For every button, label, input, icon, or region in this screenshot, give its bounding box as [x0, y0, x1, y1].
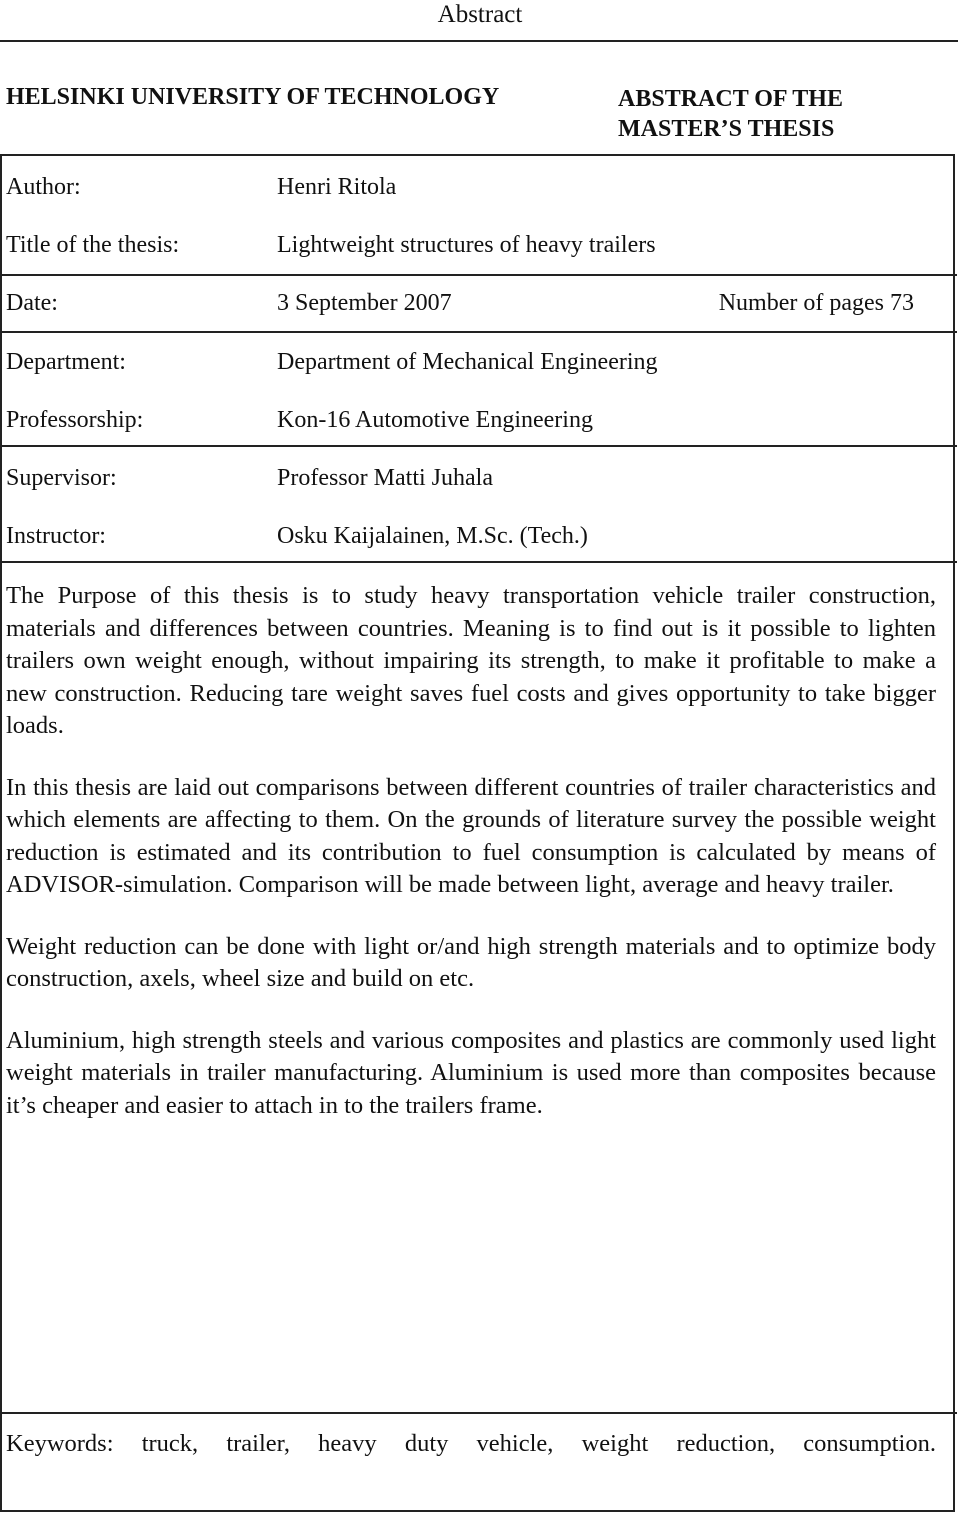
abstract-paragraph: Weight reduction can be done with light or/and high strength materials and to optimize body construction, axels, wheel size and build on etc. [6, 932, 936, 992]
abstract-title [618, 84, 843, 144]
author-label: Author: [6, 174, 81, 200]
abstract-title-line1: ABSTRACT OF THE [618, 86, 843, 112]
instructor-value: Osku Kaijalainen, M.Sc. (Tech.) [277, 523, 588, 549]
abstract-title-line2: MASTER’S THESIS [618, 116, 835, 142]
instructor-label: Instructor: [6, 523, 106, 549]
abstract-paragraph: Aluminium, high strength steels and various composites and plastics are commonly used light weight materials in trailer manufacturing. Aluminium is used more than composites because it’s cheaper and easier to attach in to the trailers frame. [6, 1026, 936, 1119]
date-label: Date: [6, 290, 58, 316]
supervisor-value: Professor Matti Juhala [277, 465, 493, 491]
department-value: Department of Mechanical Engineering [277, 349, 658, 375]
divider-before-keywords [2, 1412, 957, 1414]
professorship-value: Kon-16 Automotive Engineering [277, 407, 593, 433]
university-name: HELSINKI UNIVERSITY OF TECHNOLOGY [6, 84, 500, 110]
abstract-body [6, 580, 936, 1151]
department-label: Department: [6, 349, 126, 375]
abstract-paragraph: In this thesis are laid out comparisons between different countries of trailer characteristics and which elements are affecting to them. On the grounds of literature survey the possible weight reduction is estimated and its contribution to fuel consumption is calculated by means of ADVISOR-simulation. Comparison will be made between light, average and heavy trailer. [6, 773, 936, 898]
title-value: Lightweight structures of heavy trailers [277, 232, 656, 258]
supervisor-label: Supervisor: [6, 465, 117, 491]
author-value: Henri Ritola [277, 174, 397, 200]
abstract-paragraph: The Purpose of this thesis is to study heavy transportation vehicle trailer construction, materials and differences between countries. Meaning is to find out is it possible to lighten trailers own weight enough, without impairing its strength, to make it profitable to make a new construction. Reducing tare weight saves fuel costs and gives opportunity to take bigger loads. [6, 582, 936, 739]
page-header: Abstract [437, 1, 523, 28]
divider-after-date [2, 331, 957, 333]
divider-after-instructor [2, 561, 957, 563]
header-rule [0, 40, 958, 42]
professorship-label: Professorship: [6, 407, 144, 433]
divider-after-title [2, 274, 957, 276]
title-label: Title of the thesis: [6, 232, 180, 258]
page-count: Number of pages 73 [718, 290, 914, 316]
divider-after-professorship [2, 445, 957, 447]
date-value: 3 September 2007 [277, 290, 452, 316]
keywords-line: Keywords: truck, trailer, heavy duty vehicle, weight reduction, consumption. [6, 1430, 936, 1457]
